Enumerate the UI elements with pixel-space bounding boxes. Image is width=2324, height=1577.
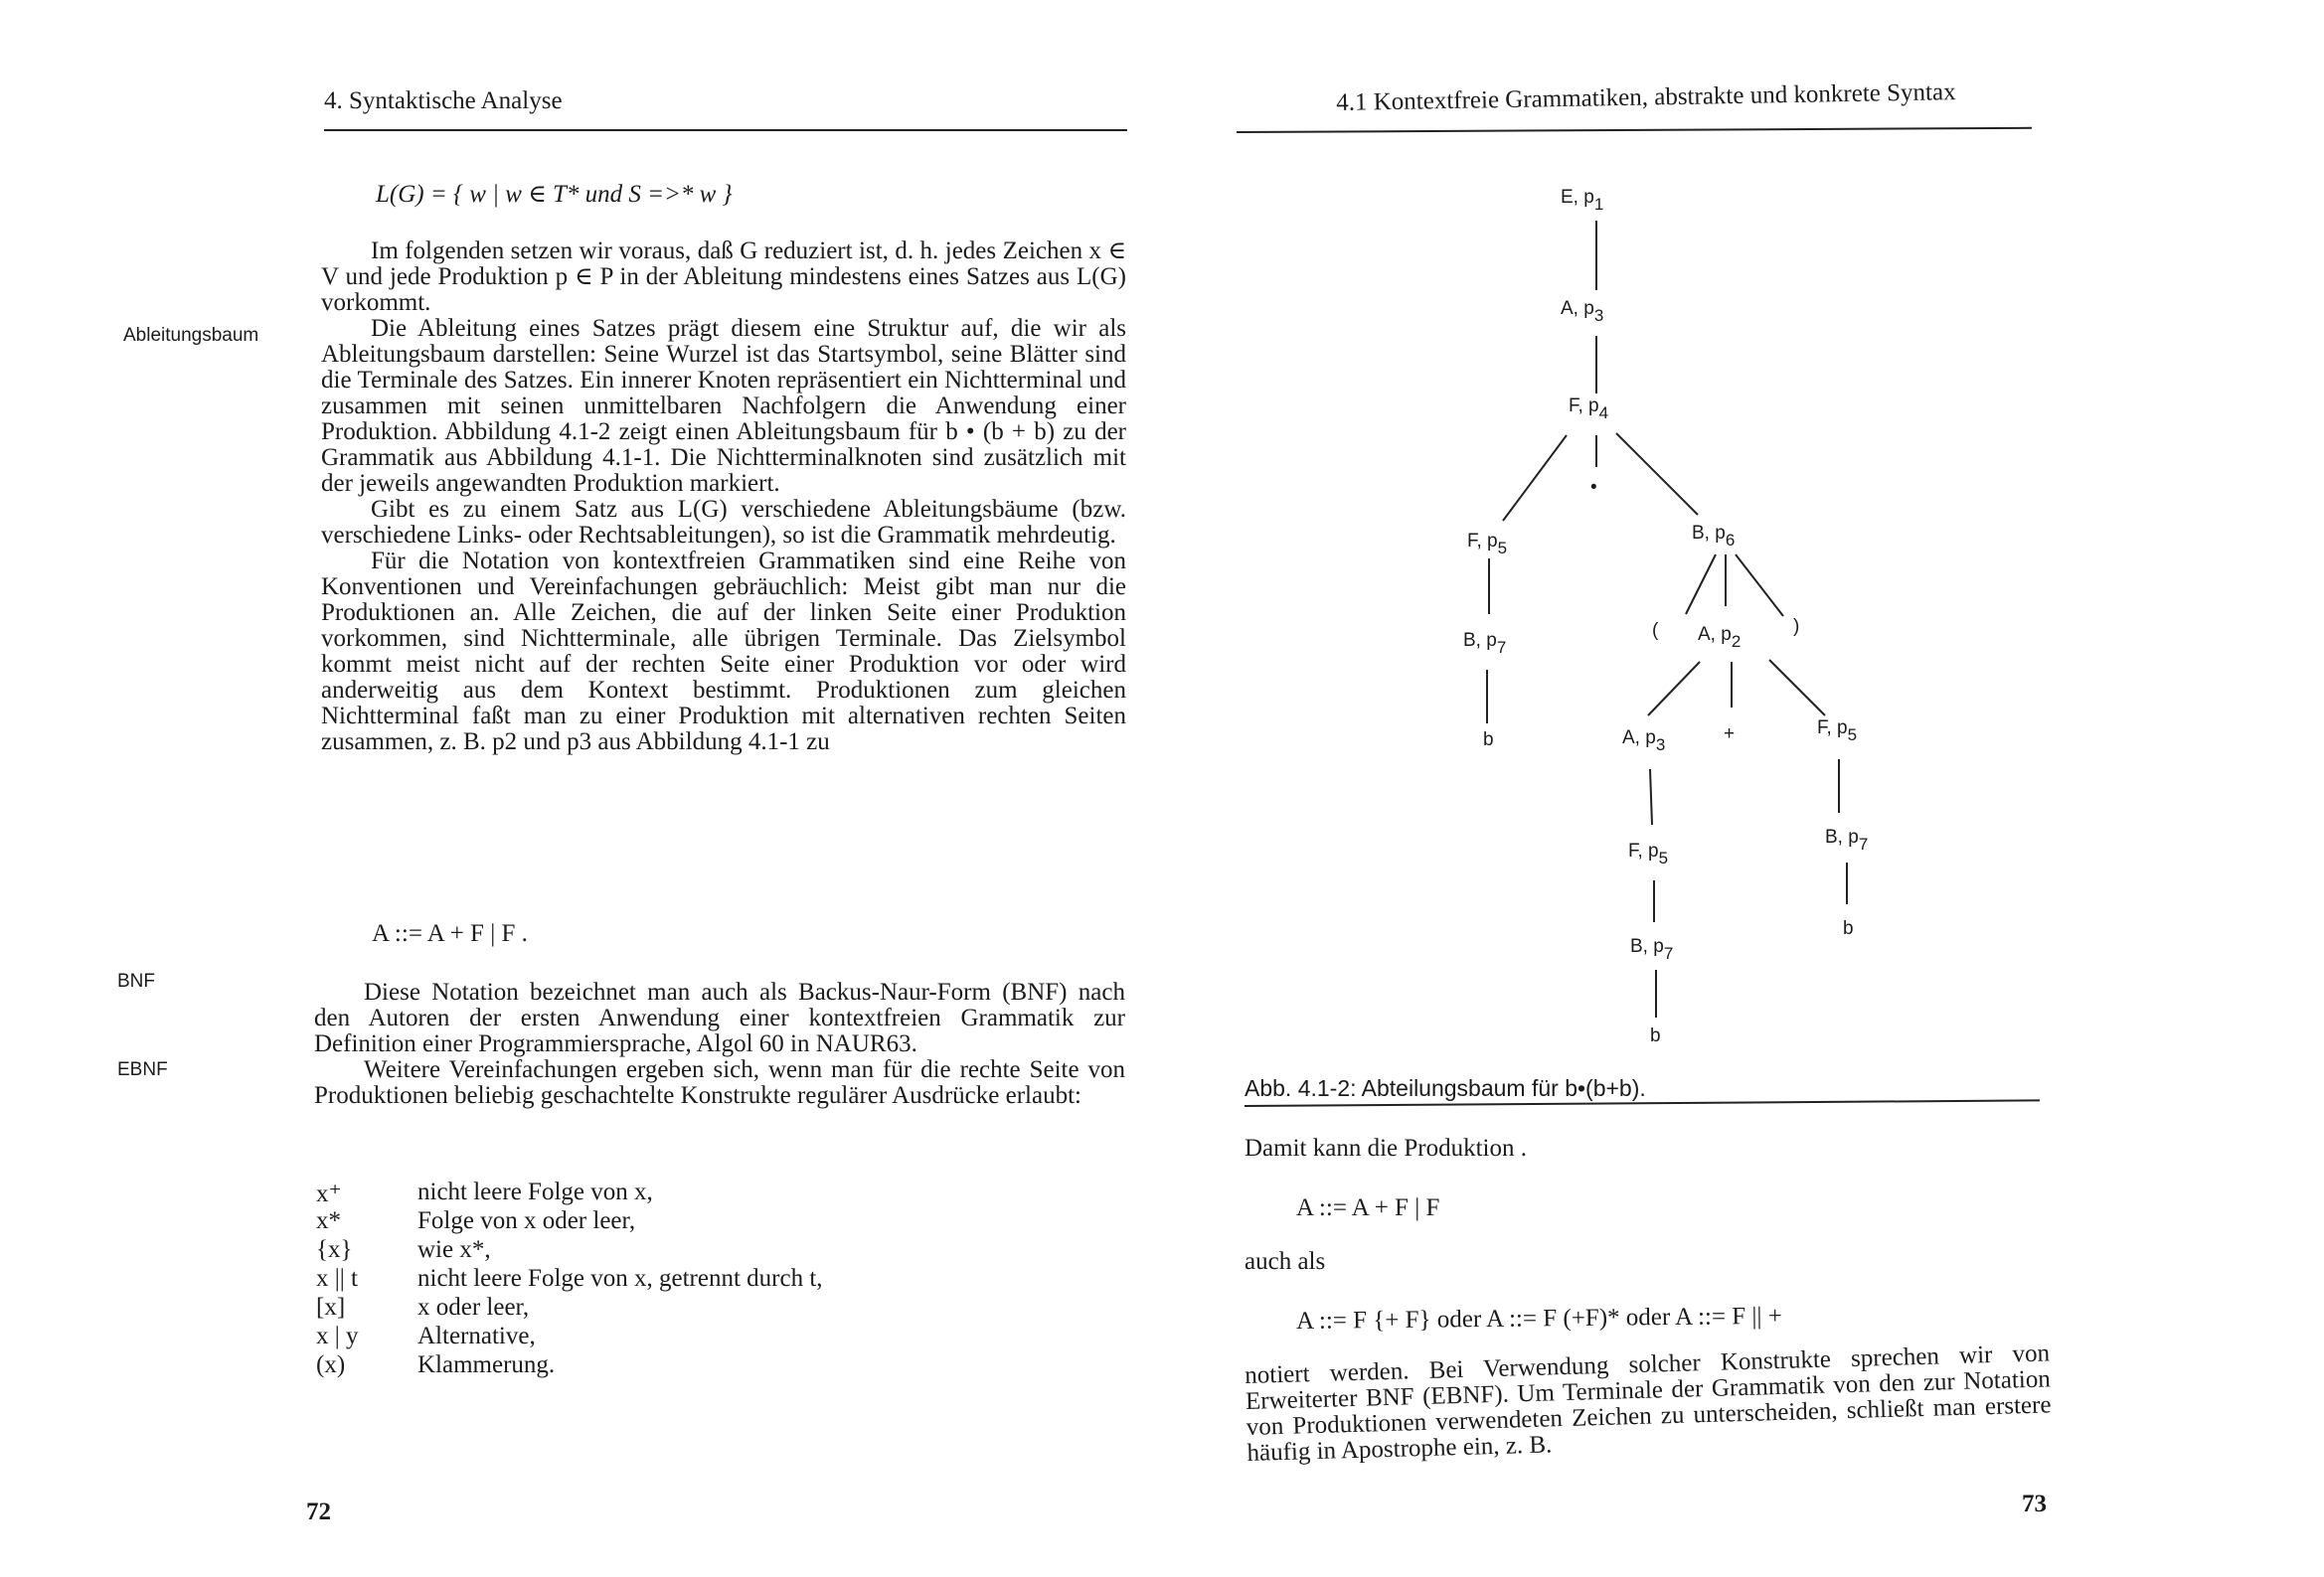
tree-edge <box>1648 662 1700 715</box>
formula-language-of-grammar: L(G) = { w | w ∈ T* und S =>* w } <box>376 181 733 208</box>
tree-node-sub: 1 <box>1593 195 1604 214</box>
ebnf-description: wie x*, <box>417 1236 491 1263</box>
page-number-left: 72 <box>306 1498 331 1525</box>
tree-edge <box>1736 554 1783 616</box>
tree-node-label: B, p <box>1630 936 1664 957</box>
tree-node-a-p3 <box>1561 298 1603 326</box>
ebnf-description: Klammerung. <box>417 1351 556 1378</box>
ebnf-symbol: (x) <box>316 1351 346 1378</box>
tree-node-b-p7-right <box>1825 827 1868 855</box>
paragraph-reduced-grammar: Im folgenden setzen wir voraus, daß G reduziert ist, d. h. jedes Zeichen x ∈ V und jede Produktion p ∈ P in der Ableitung mindestens eines Satzes aus L(G) vorkommt. <box>321 237 1126 316</box>
tree-node-label: ( <box>1652 620 1659 641</box>
ebnf-symbol: x* <box>316 1207 341 1234</box>
ebnf-description: x oder leer, <box>417 1294 530 1321</box>
tree-node-a-p2 <box>1698 624 1741 652</box>
tree-node-label: b <box>1843 918 1854 939</box>
tree-node-label: ) <box>1793 616 1800 637</box>
tree-node-sub: 3 <box>1593 306 1604 325</box>
tree-node-sub: 6 <box>1725 531 1736 550</box>
tree-node-e-p1 <box>1561 187 1603 215</box>
tree-node-label: F, p <box>1569 395 1599 416</box>
ebnf-symbol: {x} <box>316 1236 353 1263</box>
left-page-header: 4. Syntaktische Analyse <box>324 87 563 114</box>
tree-node-sub: 7 <box>1663 944 1674 963</box>
text-damit: Damit kann die Produktion . <box>1245 1135 1527 1162</box>
ebnf-symbol: x || t <box>316 1265 358 1292</box>
tree-node-label: + <box>1724 723 1736 744</box>
tree-node-b-leaf-left <box>1483 729 1494 751</box>
ebnf-symbol: x | y <box>316 1323 359 1349</box>
margin-note-bnf: BNF <box>117 971 155 992</box>
tree-node-b-p7-left <box>1463 630 1506 658</box>
tree-node-label: F, p <box>1817 717 1848 738</box>
tree-node-sub: 7 <box>1858 835 1869 854</box>
tree-node-label: A, p <box>1622 727 1656 748</box>
figure-caption: Abb. 4.1-2: Abteilungsbaum für b•(b+b). <box>1245 1075 1646 1101</box>
tree-node-a-p3-inner <box>1622 727 1665 755</box>
tree-node-b-p7-inner <box>1630 936 1673 964</box>
tree-node-label: • <box>1590 477 1597 498</box>
tree-node-label: B, p <box>1692 523 1726 544</box>
tree-node-sub: 2 <box>1731 632 1742 651</box>
ebnf-description: nicht leere Folge von x, <box>417 1179 653 1205</box>
margin-note-ebnf: EBNF <box>117 1059 168 1080</box>
production-example-bnf: A ::= A + F | F . <box>372 920 528 947</box>
tree-node-label: A, p <box>1561 298 1594 319</box>
tree-node-dot <box>1590 477 1597 499</box>
tree-node-b-p6 <box>1692 523 1735 551</box>
ebnf-description: Folge von x oder leer, <box>417 1207 636 1234</box>
tree-node-label: E, p <box>1561 187 1594 208</box>
tree-node-label: B, p <box>1463 630 1497 651</box>
tree-edge <box>1686 554 1716 614</box>
ebnf-description: Alternative, <box>417 1323 536 1349</box>
tree-node-sub: 5 <box>1658 849 1669 867</box>
page-number-right: 73 <box>2022 1491 2047 1517</box>
tree-node-sub: 7 <box>1496 638 1507 657</box>
paragraph-derivation-tree: Die Ableitung eines Satzes prägt diesem eine Struktur auf, die wir als Ableitungsbaum darstellen: Seine Wurzel ist das Startsymbol, seine Blätter sind die Terminale des Satzes. Ein innerer Knoten repräsentiert ein Nichtterminal und zusammen mit seinen unmittelbaren Nachfolgern die Anwendung einer Produktion. Abbildung 4.1-2 zeigt einen Ableitungsbaum für b • (b + b) zu der Grammatik aus Abbildung 4.1-1. Die Nichtterminalknoten sind zusätzlich mit der jeweils angewandten Produktion markiert. <box>321 315 1126 497</box>
ebnf-symbol: x⁺ <box>316 1181 342 1207</box>
tree-node-b-leaf-inner <box>1650 1025 1661 1047</box>
tree-node-plus <box>1724 723 1735 745</box>
tree-node-f-p5-left <box>1467 531 1507 558</box>
tree-edge <box>1769 660 1825 715</box>
tree-node-open-paren <box>1652 620 1658 642</box>
ebnf-symbol: [x] <box>316 1294 346 1321</box>
tree-node-f-p5-right <box>1817 717 1857 745</box>
tree-node-label: F, p <box>1467 531 1498 552</box>
tree-edge <box>1616 433 1698 515</box>
production-alternatives: A ::= F {+ F} oder A ::= F (+F)* oder A ::= F || + <box>1295 1302 1782 1335</box>
paragraph-notation-conventions: Für die Notation von kontextfreien Grammatiken sind eine Reihe von Konventionen und Vereinfachungen gebräuchlich: Meist gibt man nur die Produktionen an. Alle Zeichen, die auf der linken Seite einer Produktion vorkommen, sind Nichtterminale, alle übrigen Terminale. Das Zielsymbol kommt meist nicht auf der rechten Seite einer Produktion vor oder wird anderweitig aus dem Kontext bestimmt. Produktionen zum gleichen Nichtterminal faßt man zu einer Produktion mit alternativen rechten Seiten zusammen, z. B. p2 und p3 aus Abbildung 4.1-1 zu <box>321 548 1126 755</box>
tree-node-b-leaf-right <box>1843 918 1854 940</box>
tree-edge <box>1503 435 1567 521</box>
tree-node-close-paren <box>1793 616 1799 638</box>
paragraph-ebnf-intro: Weitere Vereinfachungen ergeben sich, wenn man für die rechte Seite von Produktionen beliebig geschachtelte Konstrukte regulärer Ausdrücke erlaubt: <box>314 1056 1125 1109</box>
tree-node-label: F, p <box>1628 841 1659 862</box>
margin-note-ableitungsbaum: Ableitungsbaum <box>123 325 259 346</box>
tree-node-f-p5-inner <box>1628 841 1668 868</box>
paragraph-bnf: Diese Notation bezeichnet man auch als Backus-Naur-Form (BNF) nach den Autoren der ersten Anwendung einer kontextfreien Grammatik zur Definition einer Programmiersprache, Algol 60 in NAUR63. <box>314 979 1125 1057</box>
paragraph-ambiguous: Gibt es zu einem Satz aus L(G) verschiedene Ableitungsbäume (bzw. verschiedene Links- oder Rechtsableitungen), so ist die Grammatik mehrdeutig. <box>321 496 1126 549</box>
production-bnf-right: A ::= A + F | F <box>1296 1194 1440 1221</box>
right-page-header: 4.1 Kontextfreie Grammatiken, abstrakte und konkrete Syntax <box>1336 79 1956 116</box>
tree-node-label: b <box>1650 1025 1661 1046</box>
tree-node-label: B, p <box>1825 827 1859 848</box>
ebnf-description: nicht leere Folge von x, getrennt durch t, <box>417 1265 823 1292</box>
tree-node-sub: 5 <box>1497 539 1508 557</box>
tree-node-label: A, p <box>1698 624 1732 645</box>
tree-node-sub: 4 <box>1598 403 1609 422</box>
tree-node-f-p4 <box>1569 395 1608 423</box>
tree-edge <box>1650 769 1652 825</box>
paragraph-text: notiert werden. Bei Verwendung solcher Konstrukte sprechen wir von Erweiterter BNF (EBNF). Um Terminale der Grammatik von den zur Notation von Produktionen verwendeten Zeichen zu unterscheiden, schließt man erstere häufig in Apostrophe ein, z. B. <box>1244 1340 2052 1467</box>
tree-node-sub: 5 <box>1847 725 1858 744</box>
text-auch-als: auch als <box>1245 1248 1326 1275</box>
tree-node-label: b <box>1483 729 1494 750</box>
tree-node-sub: 3 <box>1655 735 1666 754</box>
